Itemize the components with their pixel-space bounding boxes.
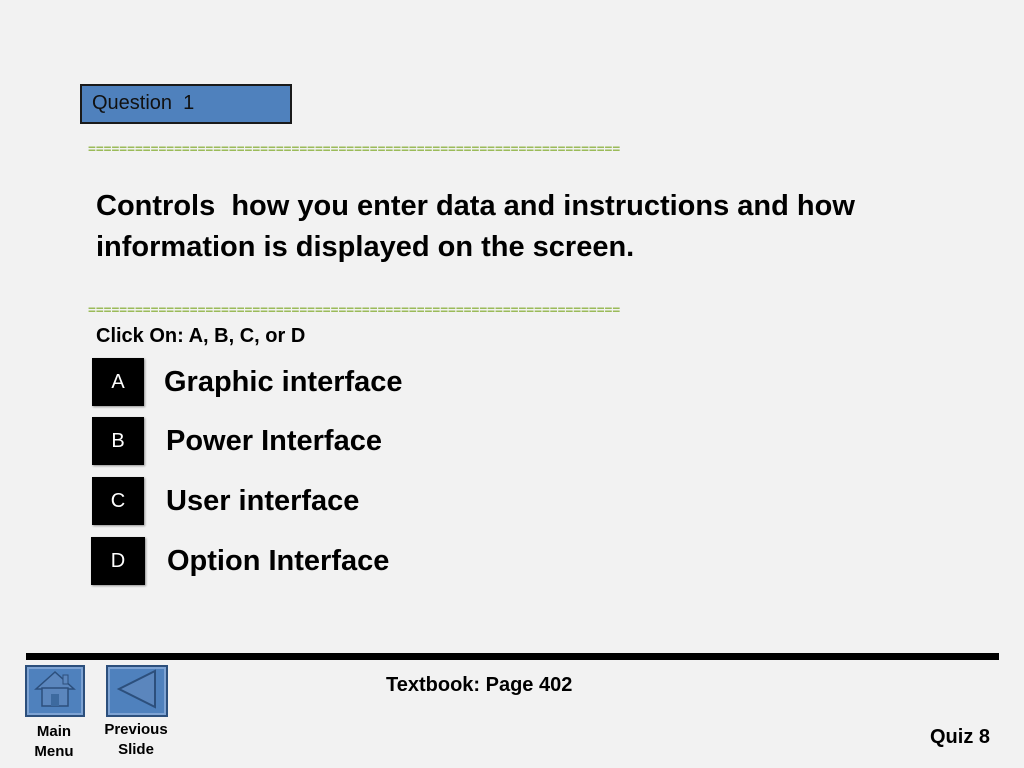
option-c[interactable] <box>92 476 359 526</box>
instruction-text: Click On: A, B, C, or D <box>96 325 306 347</box>
option-c-label[interactable]: User interface <box>166 484 360 517</box>
option-b-label[interactable]: Power Interface <box>166 424 382 457</box>
previous-slide-button[interactable] <box>106 665 168 717</box>
main-menu-button[interactable] <box>25 665 85 717</box>
main-menu-label <box>18 722 90 762</box>
left-triangle-icon <box>113 667 161 716</box>
quiz-label: Quiz 8 <box>930 726 991 748</box>
separator-top: ==================================================================== <box>88 143 621 157</box>
option-a[interactable] <box>92 357 403 407</box>
option-b-button[interactable]: B <box>92 417 144 465</box>
option-c-button[interactable]: C <box>92 477 144 525</box>
option-a-label[interactable]: Graphic interface <box>164 365 403 398</box>
option-b[interactable] <box>92 416 382 466</box>
textbook-reference: Textbook: Page 402 <box>386 674 573 696</box>
option-d-label[interactable]: Option Interface <box>167 544 390 577</box>
question-header: Question 1 <box>80 84 292 124</box>
main-menu-label-text: Main Menu <box>34 723 74 760</box>
previous-slide-label <box>98 720 174 760</box>
option-d-button[interactable]: D <box>91 537 145 585</box>
footer-divider <box>26 653 999 660</box>
question-text: Controls how you enter data and instructions and how information is displayed on the screen. <box>96 190 863 263</box>
house-icon <box>33 669 77 714</box>
separator-bottom: ==================================================================== <box>88 304 621 318</box>
option-d[interactable] <box>91 536 389 586</box>
previous-slide-label-text: Previous Slide <box>104 721 168 758</box>
option-a-button[interactable]: A <box>92 358 144 406</box>
